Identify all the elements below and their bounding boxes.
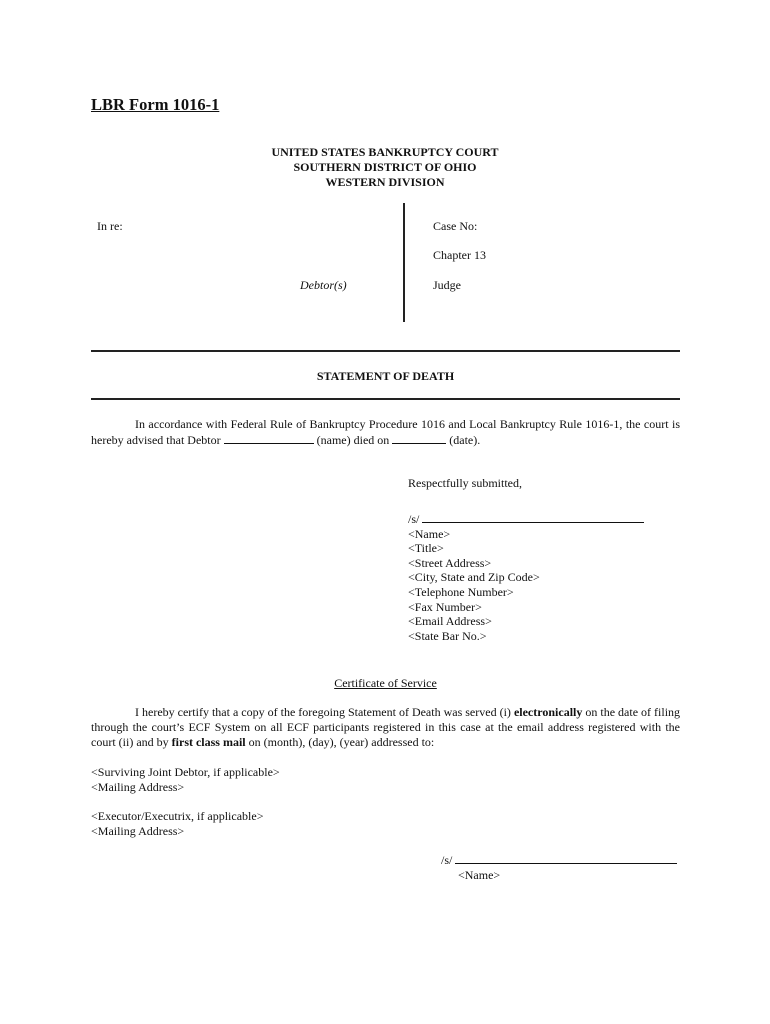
debtors-label: Debtor(s) bbox=[300, 278, 347, 292]
recipient-address: <Mailing Address> bbox=[91, 780, 185, 794]
final-signature-underline bbox=[455, 853, 677, 864]
signer-fax: <Fax Number> bbox=[408, 599, 482, 614]
court-header bbox=[200, 145, 570, 190]
date-label: (date). bbox=[449, 433, 481, 447]
cert-text-2: on the date of filing through the court’s ECF System on all ECF participants registered in this case at the email address registered with the court (ii) and by bbox=[91, 705, 681, 749]
signature-line bbox=[408, 512, 644, 527]
court-name: UNITED STATES BANKRUPTCY COURT bbox=[271, 145, 499, 159]
statement-text: In accordance with Federal Rule of Bankruptcy Procedure 1016 and Local Bankruptcy Rule 1016-1, the court is hereby advised that Debtor bbox=[91, 417, 680, 447]
final-s-prefix: /s/ bbox=[441, 853, 453, 867]
cert-bold-first-class-mail: first class mail bbox=[171, 735, 246, 749]
s-prefix: /s/ bbox=[408, 512, 420, 526]
signer-city: <City, State and Zip Code> bbox=[408, 570, 540, 585]
form-title: LBR Form 1016-1 bbox=[91, 95, 220, 114]
judge-label: Judge bbox=[433, 278, 461, 292]
recipient-joint-debtor bbox=[91, 765, 280, 795]
in-re-label: In re: bbox=[97, 219, 123, 233]
recipient-label: <Surviving Joint Debtor, if applicable> bbox=[91, 765, 280, 779]
respectfully-submitted: Respectfully submitted, bbox=[408, 476, 522, 490]
signer-title: <Title> bbox=[408, 541, 444, 556]
certificate-heading: Certificate of Service bbox=[334, 676, 437, 690]
final-signature-line bbox=[441, 853, 677, 868]
statement-title: STATEMENT OF DEATH bbox=[316, 369, 455, 383]
caption-divider bbox=[403, 203, 405, 322]
cert-bold-electronically: electronically bbox=[513, 705, 583, 719]
court-division: WESTERN DIVISION bbox=[325, 175, 445, 189]
signature-block bbox=[408, 512, 644, 643]
debtor-name-blank bbox=[224, 432, 314, 444]
death-date-blank bbox=[392, 432, 446, 444]
statement-paragraph bbox=[91, 417, 680, 448]
recipient-label: <Executor/Executrix, if applicable> bbox=[91, 809, 264, 823]
recipient-executor bbox=[91, 809, 263, 839]
cert-text-1: I hereby certify that a copy of the foregoing Statement of Death was served (i) bbox=[135, 705, 511, 719]
divider-bottom bbox=[91, 398, 680, 400]
signature-underline bbox=[422, 512, 644, 523]
signer-bar-number: <State Bar No.> bbox=[408, 628, 487, 643]
final-signer-name: <Name> bbox=[458, 868, 501, 882]
signer-name: <Name> bbox=[408, 526, 451, 541]
cert-text-3: on (month), (day), (year) addressed to: bbox=[248, 735, 435, 749]
chapter-label: Chapter 13 bbox=[433, 248, 486, 262]
case-no-label: Case No: bbox=[433, 219, 478, 233]
signer-telephone: <Telephone Number> bbox=[408, 584, 514, 599]
court-district: SOUTHERN DISTRICT OF OHIO bbox=[293, 160, 477, 174]
name-label: (name) died on bbox=[316, 433, 390, 447]
recipient-address: <Mailing Address> bbox=[91, 824, 185, 838]
signer-street: <Street Address> bbox=[408, 555, 492, 570]
divider-top bbox=[91, 350, 680, 352]
signer-email: <Email Address> bbox=[408, 614, 492, 629]
certificate-paragraph bbox=[91, 705, 680, 750]
